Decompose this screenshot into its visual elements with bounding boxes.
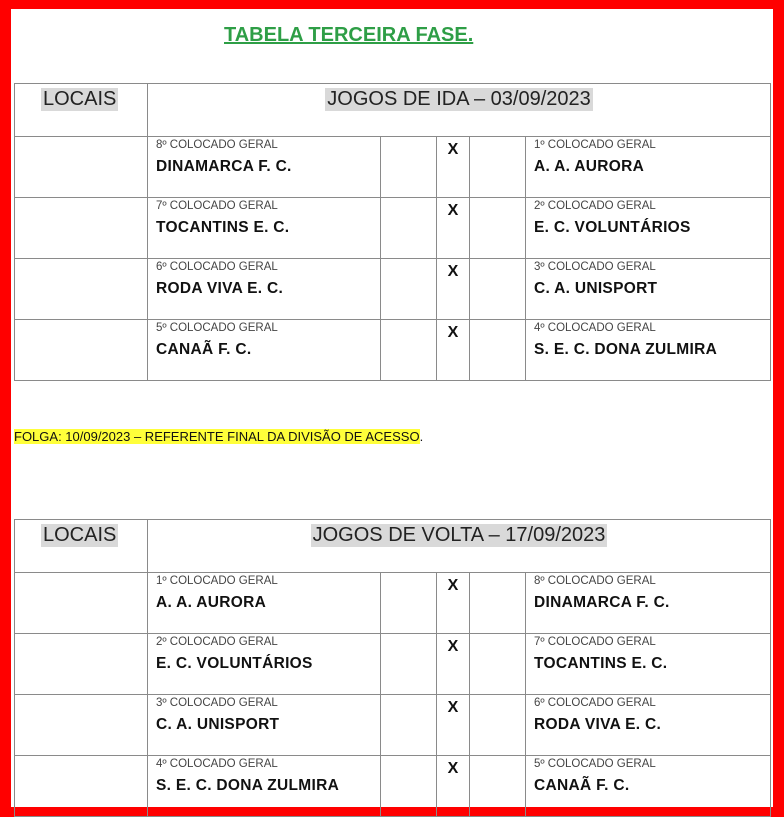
home-team: A. A. AURORA xyxy=(156,594,267,611)
ida-header-label: JOGOS DE IDA – 03/09/2023 xyxy=(327,88,591,110)
home-cell xyxy=(148,695,381,756)
blank-cell xyxy=(381,634,437,695)
volta-locais-header xyxy=(15,520,148,573)
blank-cell xyxy=(470,137,526,198)
away-cell xyxy=(526,573,771,634)
away-position: 7º COLOCADO GERAL xyxy=(534,636,656,648)
away-position: 4º COLOCADO GERAL xyxy=(534,322,656,334)
away-team: E. C. VOLUNTÁRIOS xyxy=(534,219,691,236)
away-cell xyxy=(526,259,771,320)
table-row xyxy=(15,259,771,320)
away-team: DINAMARCA F. C. xyxy=(534,594,670,611)
away-cell xyxy=(526,695,771,756)
versus-mark: X xyxy=(437,320,470,381)
blank-cell xyxy=(470,573,526,634)
ida-games-header xyxy=(148,84,771,137)
blank-cell xyxy=(381,137,437,198)
away-team: S. E. C. DONA ZULMIRA xyxy=(534,341,718,358)
away-team: C. A. UNISPORT xyxy=(534,280,658,297)
table-row xyxy=(15,756,771,817)
away-cell xyxy=(526,137,771,198)
local-cell xyxy=(15,198,148,259)
versus-mark: X xyxy=(437,198,470,259)
away-team: RODA VIVA E. C. xyxy=(534,716,662,733)
away-position: 2º COLOCADO GERAL xyxy=(534,200,656,212)
home-position: 3º COLOCADO GERAL xyxy=(156,697,278,709)
local-cell xyxy=(15,695,148,756)
versus-mark: X xyxy=(437,137,470,198)
local-cell xyxy=(15,634,148,695)
blank-cell xyxy=(381,320,437,381)
locais-label: LOCAIS xyxy=(43,524,117,546)
volta-games-header xyxy=(148,520,771,573)
local-cell xyxy=(15,573,148,634)
blank-cell xyxy=(381,259,437,320)
home-position: 8º COLOCADO GERAL xyxy=(156,139,278,151)
home-team: CANAÃ F. C. xyxy=(156,341,252,358)
home-position: 6º COLOCADO GERAL xyxy=(156,261,278,273)
versus-mark: X xyxy=(437,259,470,320)
blank-cell xyxy=(381,695,437,756)
away-cell xyxy=(526,756,771,817)
home-position: 2º COLOCADO GERAL xyxy=(156,636,278,648)
home-cell xyxy=(148,320,381,381)
volta-table xyxy=(14,519,771,817)
blank-cell xyxy=(470,259,526,320)
blank-cell xyxy=(381,573,437,634)
home-position: 7º COLOCADO GERAL xyxy=(156,200,278,212)
local-cell xyxy=(15,320,148,381)
away-position: 3º COLOCADO GERAL xyxy=(534,261,656,273)
home-cell xyxy=(148,756,381,817)
blank-cell xyxy=(381,756,437,817)
table-row xyxy=(15,198,771,259)
table-row xyxy=(15,573,771,634)
home-team: RODA VIVA E. C. xyxy=(156,280,284,297)
table-row xyxy=(15,137,771,198)
blank-cell xyxy=(470,634,526,695)
volta-header-label: JOGOS DE VOLTA – 17/09/2023 xyxy=(312,524,606,546)
home-team: TOCANTINS E. C. xyxy=(156,219,290,236)
local-cell xyxy=(15,137,148,198)
table-row xyxy=(15,320,771,381)
away-position: 6º COLOCADO GERAL xyxy=(534,697,656,709)
folga-highlight: FOLGA: 10/09/2023 – REFERENTE FINAL DA DIVISÃO DE ACESSO xyxy=(14,429,420,444)
table-row xyxy=(15,695,771,756)
home-cell xyxy=(148,198,381,259)
away-cell xyxy=(526,320,771,381)
away-cell xyxy=(526,634,771,695)
versus-mark: X xyxy=(437,634,470,695)
versus-mark: X xyxy=(437,756,470,817)
locais-label: LOCAIS xyxy=(43,88,117,110)
home-position: 4º COLOCADO GERAL xyxy=(156,758,278,770)
local-cell xyxy=(15,756,148,817)
away-position: 1º COLOCADO GERAL xyxy=(534,139,656,151)
home-position: 1º COLOCADO GERAL xyxy=(156,575,278,587)
ida-table xyxy=(14,83,771,381)
local-cell xyxy=(15,259,148,320)
ida-locais-header xyxy=(15,84,148,137)
away-team: CANAÃ F. C. xyxy=(534,777,630,794)
table-row xyxy=(15,634,771,695)
page-title: TABELA TERCEIRA FASE. xyxy=(224,24,474,46)
home-team: DINAMARCA F. C. xyxy=(156,158,292,175)
away-team: TOCANTINS E. C. xyxy=(534,655,668,672)
away-team: A. A. AURORA xyxy=(534,158,645,175)
home-cell xyxy=(148,634,381,695)
away-position: 8º COLOCADO GERAL xyxy=(534,575,656,587)
folga-note: FOLGA: 10/09/2023 – REFERENTE FINAL DA DIVISÃO DE ACESSO. xyxy=(14,429,424,444)
home-team: S. E. C. DONA ZULMIRA xyxy=(156,777,340,794)
away-cell xyxy=(526,198,771,259)
home-cell xyxy=(148,573,381,634)
blank-cell xyxy=(381,198,437,259)
home-cell xyxy=(148,137,381,198)
blank-cell xyxy=(470,198,526,259)
home-position: 5º COLOCADO GERAL xyxy=(156,322,278,334)
document-page xyxy=(11,9,773,807)
home-cell xyxy=(148,259,381,320)
away-position: 5º COLOCADO GERAL xyxy=(534,758,656,770)
blank-cell xyxy=(470,756,526,817)
versus-mark: X xyxy=(437,695,470,756)
blank-cell xyxy=(470,695,526,756)
home-team: C. A. UNISPORT xyxy=(156,716,280,733)
versus-mark: X xyxy=(437,573,470,634)
home-team: E. C. VOLUNTÁRIOS xyxy=(156,655,313,672)
blank-cell xyxy=(470,320,526,381)
